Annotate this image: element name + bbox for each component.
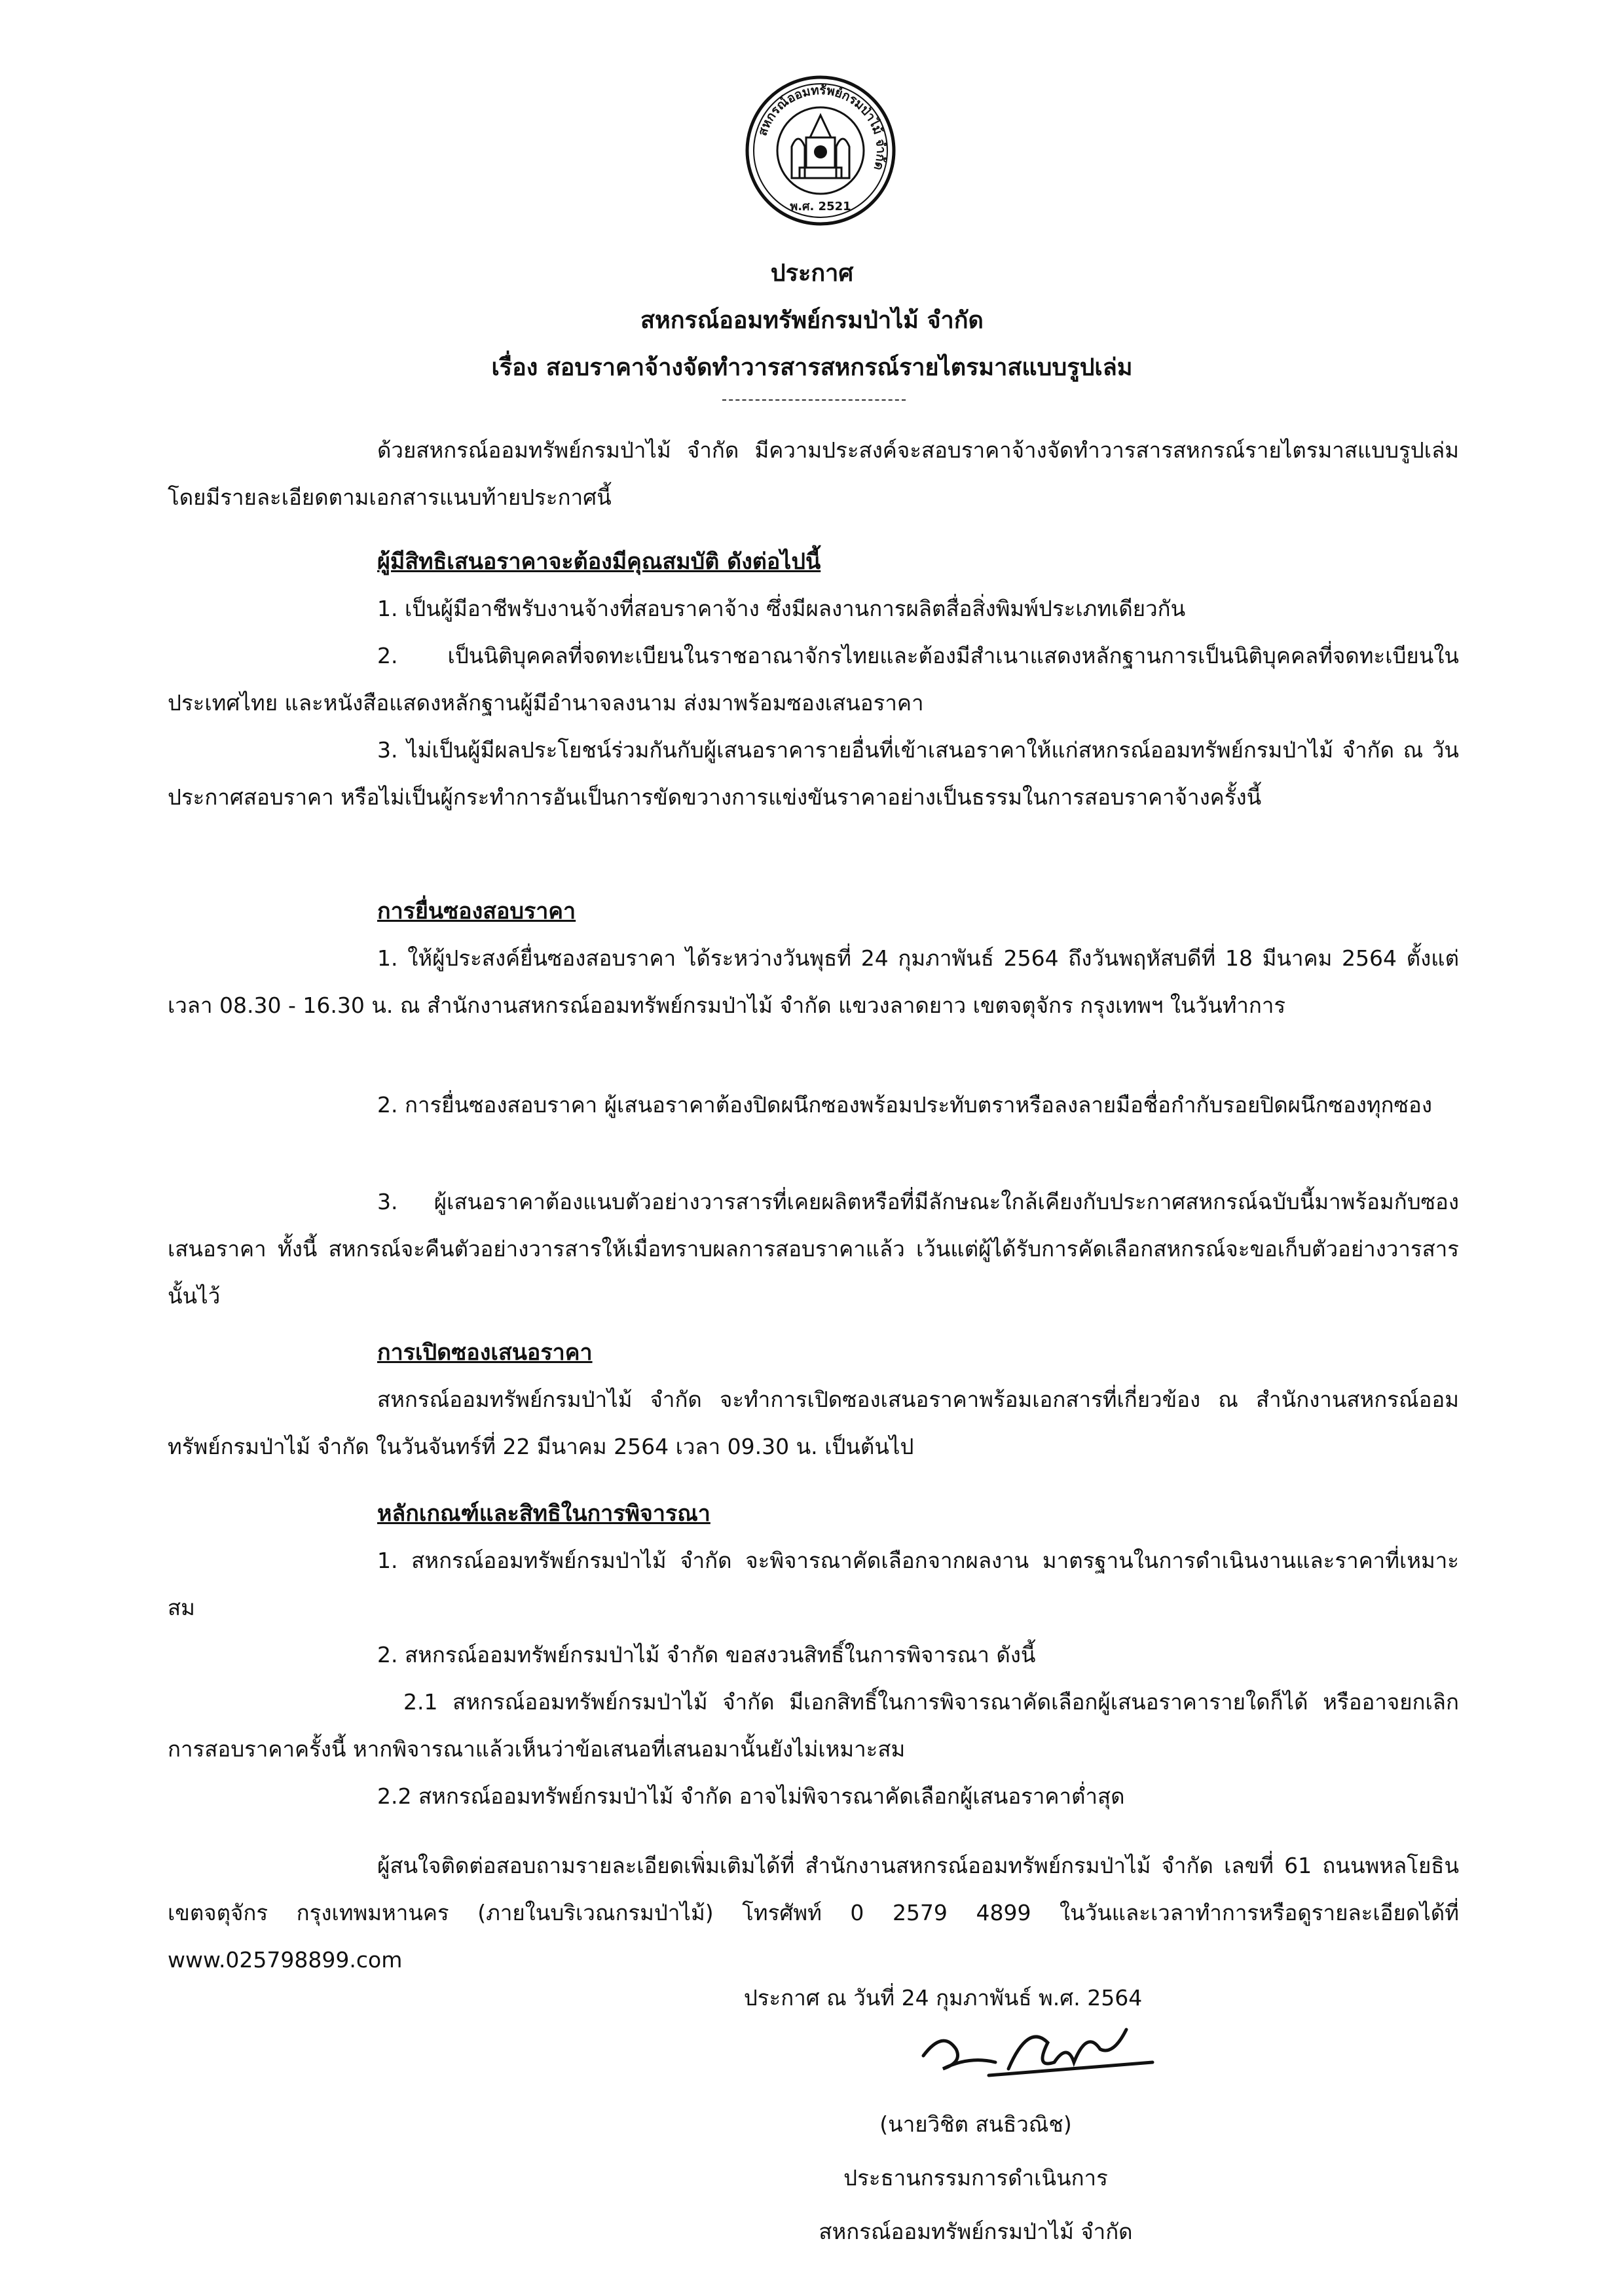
- criteria-heading: หลักเกณฑ์และสิทธิในการพิจารณา: [377, 1501, 710, 1527]
- signature-scribble: [910, 2010, 1172, 2088]
- seal-year: พ.ศ. 2521: [790, 200, 851, 213]
- criteria-item-2-1: 2.1 สหกรณ์ออมทรัพย์กรมป่าไม้ จำกัด มีเอกสิทธิ์ในการพิจารณาคัดเลือกผู้เสนอราคารายใดก็ได้ หรืออาจยกเลิกการสอบราคาครั้งนี้ หากพิจารณาแล้วเห็นว่าข้อเสนอที่เสนอมานั้นยังไม่เหมาะสม: [168, 1689, 1459, 1762]
- signatory-name: (นายวิชิต สนธิวณิช): [879, 2111, 1072, 2137]
- header-announcement: ประกาศ: [770, 260, 854, 287]
- opening-text: สหกรณ์ออมทรัพย์กรมป่าไม้ จำกัด จะทำการเปิดซองเสนอราคาพร้อมเอกสารที่เกี่ยวข้อง ณ สำนักงานสหกรณ์ออมทรัพย์กรมป่าไม้ จำกัด ในวันจันทร์ที่ 22 มีนาคม 2564 เวลา 09.30 น. เป็นต้นไป: [168, 1387, 1459, 1459]
- announcement-date: ประกาศ ณ วันที่ 24 กุมภาพันธ์ พ.ศ. 2564: [743, 1985, 1143, 2011]
- qualifications-heading: ผู้มีสิทธิเสนอราคาจะต้องมีคุณสมบัติ ดังต่อไปนี้: [377, 549, 821, 575]
- qualification-item-3: 3. ไม่เป็นผู้มีผลประโยชน์ร่วมกันกับผู้เสนอราคารายอื่นที่เข้าเสนอราคาให้แก่สหกรณ์ออมทรัพย์กรมป่าไม้ จำกัด ณ วันประกาศสอบราคา หรือไม่เป็นผู้กระทำการอันเป็นการขัดขวางการแข่งขันราคาอย่างเป็นธรรมในการสอบราคาจ้างครั้งนี้: [168, 737, 1459, 810]
- criteria-item-2-2: 2.2 สหกรณ์ออมทรัพย์กรมป่าไม้ จำกัด อาจไม่พิจารณาคัดเลือกผู้เสนอราคาต่ำสุด: [377, 1783, 1125, 1809]
- header-subject: เรื่อง สอบราคาจ้างจัดทำวารสารสหกรณ์รายไตรมาสแบบรูปเล่ม: [491, 354, 1133, 381]
- intro-paragraph: ด้วยสหกรณ์ออมทรัพย์กรมป่าไม้ จำกัด มีความประสงค์จะสอบราคาจ้างจัดทำวารสารสหกรณ์รายไตรมาสแบบรูปเล่ม โดยมีรายละเอียดตามเอกสารแนบท้ายประกาศนี้: [168, 437, 1459, 510]
- signatory-title: ประธานกรรมการดำเนินการ: [843, 2165, 1108, 2191]
- qualification-item-2: 2. เป็นนิติบุคคลที่จดทะเบียนในราชอาณาจักรไทยและต้องมีสำเนาแสดงหลักฐานการเป็นนิติบุคคลที่จดทะเบียนในประเทศไทย และหนังสือแสดงหลักฐานผู้มีอำนาจลงนาม ส่งมาพร้อมซองเสนอราคา: [168, 643, 1459, 716]
- cooperative-seal: [745, 75, 896, 227]
- qualification-item-1: 1. เป็นผู้มีอาชีพรับงานจ้างที่สอบราคาจ้าง ซึ่งมีผลงานการผลิตสื่อสิ่งพิมพ์ประเภทเดียวกัน: [377, 596, 1186, 621]
- signatory-organization: สหกรณ์ออมทรัพย์กรมป่าไม้ จำกัด: [819, 2219, 1133, 2244]
- header-divider: [722, 399, 906, 401]
- contact-paragraph: ผู้สนใจติดต่อสอบถามรายละเอียดเพิ่มเติมได้ที่ สำนักงานสหกรณ์ออมทรัพย์กรมป่าไม้ จำกัด เลขที่ 61 ถนนพหลโยธิน เขตจตุจักร กรุงเทพมหานคร (ภายในบริเวณกรมป่าไม้) โทรศัพท์ 0 2579 4899 ในวันและเวลาทำการหรือดูรายละเอียดได้ที่ www.025798899.com: [168, 1853, 1459, 1973]
- submission-item-1: 1. ให้ผู้ประสงค์ยื่นซองสอบราคา ได้ระหว่างวันพุธที่ 24 กุมภาพันธ์ 2564 ถึงวันพฤหัสบดีที่ 18 มีนาคม 2564 ตั้งแต่เวลา 08.30 - 16.30 น. ณ สำนักงานสหกรณ์ออมทรัพย์กรมป่าไม้ จำกัด แขวงลาดยาว เขตจตุจักร กรุงเทพฯ ในวันทำการ: [168, 945, 1459, 1018]
- seal-ring-text: สหกรณ์ออมทรัพย์กรมป่าไม้ จำกัด: [755, 82, 889, 172]
- criteria-item-1: 1. สหกรณ์ออมทรัพย์กรมป่าไม้ จำกัด จะพิจารณาคัดเลือกจากผลงาน มาตรฐานในการดำเนินงานและราคาที่เหมาะสม: [168, 1548, 1459, 1620]
- header-organization: สหกรณ์ออมทรัพย์กรมป่าไม้ จำกัด: [640, 307, 984, 334]
- opening-heading: การเปิดซองเสนอราคา: [377, 1339, 593, 1366]
- criteria-item-2: 2. สหกรณ์ออมทรัพย์กรมป่าไม้ จำกัด ขอสงวนสิทธิ์ในการพิจารณา ดังนี้: [377, 1642, 1036, 1667]
- submission-item-3: 3. ผู้เสนอราคาต้องแนบตัวอย่างวารสารที่เคยผลิตหรือที่มีลักษณะใกล้เคียงกับประกาศสหกรณ์ฉบับนี้มาพร้อมกับซองเสนอราคา ทั้งนี้ สหกรณ์จะคืนตัวอย่างวารสารให้เมื่อทราบผลการสอบราคาแล้ว เว้นแต่ผู้ได้รับการคัดเลือกสหกรณ์จะขอเก็บตัวอย่างวารสารนั้นไว้: [168, 1189, 1459, 1309]
- submission-item-2: 2. การยื่นซองสอบราคา ผู้เสนอราคาต้องปิดผนึกซองพร้อมประทับตราหรือลงลายมือชื่อกำกับรอยปิดผนึกซองทุกซอง: [377, 1092, 1432, 1118]
- submission-heading: การยื่นซองสอบราคา: [377, 898, 576, 924]
